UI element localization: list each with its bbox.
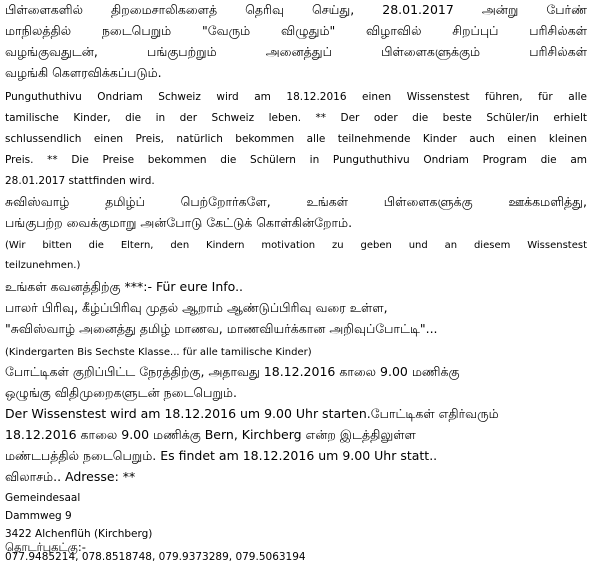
text-line-27: தொடர்புகட்கு:- <box>5 540 86 554</box>
text-line-2: மாநிலத்தில் நடைபெறும் "வேரும் விழுதும்" விழாவில் சிறப்புப் பரிசில்கள் <box>5 23 587 38</box>
text-line-19: ஒழுங்கு விதிமுறைகளுடன் நடைபெறும். <box>5 385 237 400</box>
text-line-17: (Kindergarten Bis Sechste Klasse... für alle tamilische Kinder) <box>5 347 312 358</box>
text-line-24: Gemeindesaal <box>5 492 81 504</box>
text-line-4: வழங்கி கௌரவிக்கப்படும். <box>5 65 162 80</box>
text-line-15: பாலர் பிரிவு, கீழ்ப்பிரிவு முதல் ஆறாம் ஆண்டுப்பிரிவு வரை உள்ள, <box>5 300 388 315</box>
text-line-7: schlussendlich einen Preis, natürlich bekommen alle teilnehmende Kinder auch einen kleinen <box>5 133 587 145</box>
text-line-6: tamilische Kinder, die in der Schweiz leben. ** Der oder die beste Schüler/in erhielt <box>5 112 587 124</box>
text-line-26: 3422 Alchenflüh (Kirchberg) <box>5 528 153 540</box>
text-line-10: சுவிஸ்வாழ் தமிழ்ப் பெற்றோர்களே, உங்கள் பிள்ளைகளுக்கு ஊக்கமளித்து, <box>5 194 587 209</box>
text-line-3: வழங்குவதுடன், பங்குபற்றும் அனைத்துப் பிள்ளைகளுக்கும் பரிசில்கள் <box>5 44 587 59</box>
text-line-12: (Wir bitten die Eltern, den Kindern motivation zu geben und an diesem Wissenstest <box>5 240 587 251</box>
text-line-8: Preis. ** Die Preise bekommen die Schülern in Punguthuthivu Ondriam Program die am <box>5 154 587 166</box>
text-line-22: மண்டபத்தில் நடைபெறும். Es findet am 18.12.2016 um 9.00 Uhr statt.. <box>5 448 438 463</box>
text-line-1: பிள்ளைகளில் திறமைசாலிகளைத் தெரிவு செய்து, 28.01.2017 அன்று பேர்ண் <box>5 2 587 17</box>
text-line-16: "சுவிஸ்வாழ் அனைத்து தமிழ் மாணவ, மாணவியர்க்கான அறிவுப்போட்டி"... <box>5 321 438 336</box>
text-line-9: 28.01.2017 stattfinden wird. <box>5 175 155 187</box>
text-line-18: போட்டிகள் குறிப்பிட்ட நேரத்திற்கு, அதாவது 18.12.2016 காலை 9.00 மணிக்கு <box>5 364 460 379</box>
text-line-28: 077.9485214, 078.8518748, 079.9373289, 079.5063194 <box>5 551 306 563</box>
text-line-11: பங்குபற்ற வைக்குமாறு அன்போடு கேட்டுக் கொள்கின்றோம். <box>5 215 353 230</box>
text-line-13: teilzunehmen.) <box>5 260 81 271</box>
text-line-20: Der Wissenstest wird am 18.12.2016 um 9.00 Uhr starten.போட்டிகள் எதிர்வரும் <box>5 406 499 421</box>
text-line-14: உங்கள் கவனத்திற்கு ***:- Für eure Info.. <box>5 279 244 294</box>
text-line-25: Dammweg 9 <box>5 510 72 522</box>
text-line-23: விலாசம்.. Adresse: ** <box>5 469 136 484</box>
text-line-5: Punguthuthivu Ondriam Schweiz wird am 18.12.2016 einen Wissenstest führen, für alle <box>5 91 587 103</box>
text-line-21: 18.12.2016 காலை 9.00 மணிக்கு Bern, Kirchberg என்ற இடத்திலுள்ள <box>5 427 416 442</box>
